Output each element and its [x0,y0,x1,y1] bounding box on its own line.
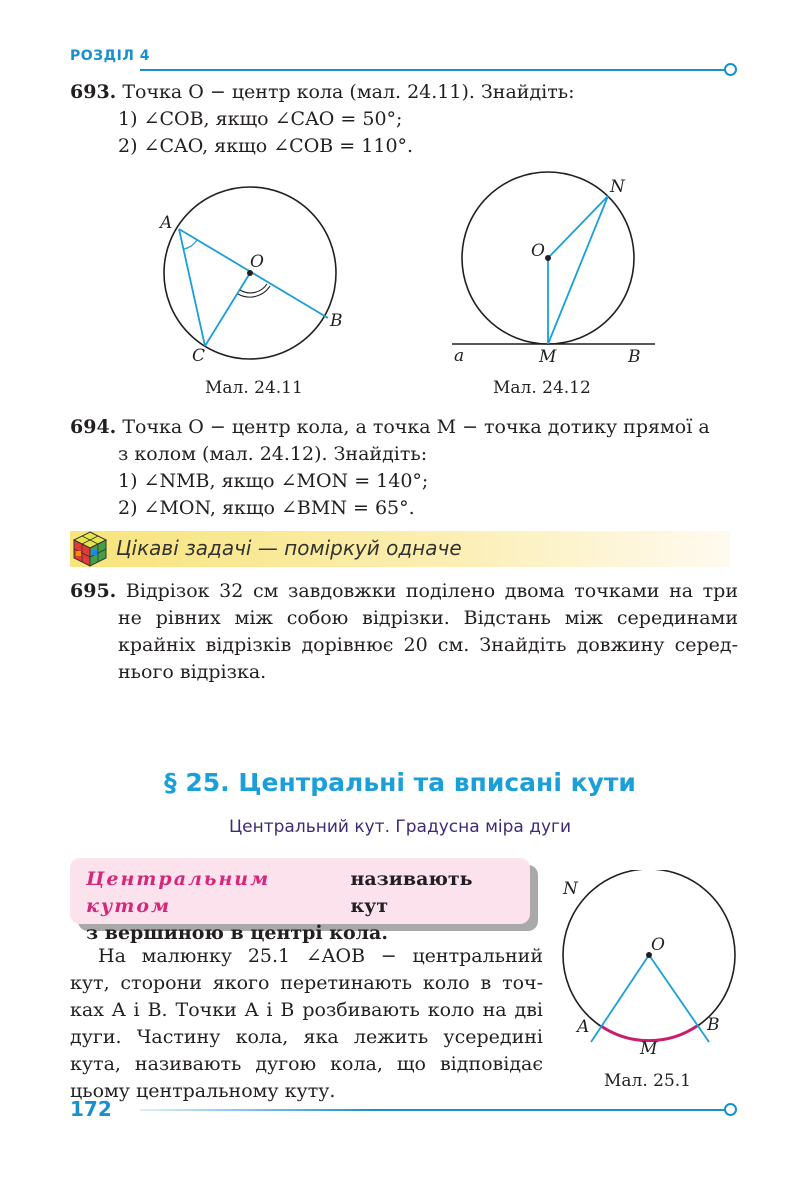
label-n: N [563,879,578,899]
problem-694 [70,414,740,441]
label-a: A [577,1017,590,1037]
definition-text [86,866,524,947]
problem-number: 693. [70,81,117,103]
caption-24-12: Мал. 24.12 [493,378,591,398]
figure-24-11 [150,180,350,370]
label-b: B [707,1015,720,1035]
figure-24-12 [440,168,680,373]
section-label: РОЗДІЛ 4 [70,48,151,64]
center-point [545,255,551,261]
figure-25-1 [555,870,745,1070]
label-n: N [610,177,625,197]
header-rule [140,69,726,71]
problem-695-line-4: нього відрізка. [118,661,267,683]
page-number: 172 [70,1097,112,1121]
definition-term: Центральним кутом [86,868,271,917]
label-a: A [160,213,173,233]
label-b: B [628,347,641,367]
section-title: § 25. Центральні та вписані кути [164,768,636,797]
problem-695-line-1 [70,578,738,605]
problem-line-1: Точка O − центр кола, а точка M − точка дотику прямої a [122,416,710,438]
label-m: M [539,347,557,367]
ray-oa [591,955,649,1042]
problem-694-item-1: 1) ∠NMB, якщо ∠MON = 140°; [118,470,429,492]
header-rule-dot [724,63,737,76]
label-o: O [250,252,264,272]
caption-24-11: Мал. 24.11 [205,378,303,398]
paragraph-line-5: кута, називають дугою кола, що відповідає [70,1053,543,1075]
segment-ab [179,229,328,318]
paragraph-line-3: ках A і B. Точки A і B розбивають коло на дві [70,999,543,1021]
label-a-line: a [454,346,465,366]
paragraph-line-6: цьому центральному куту. [70,1080,336,1102]
subsection-title: Центральний кут. Градусна міра дуги [228,817,572,837]
problem-695-line-2: не рівних між собою відрізки. Відстань між серединами [118,607,738,629]
problem-number: 694. [70,416,117,438]
problem-695-line-3: крайніх відрізків дорівнює 20 см. Знайдіть довжину серед- [118,634,738,656]
label-m: M [640,1039,658,1059]
paragraph-line-1: На малюнку 25.1 ∠AOB − центральний [98,945,543,967]
problem-693 [70,79,740,106]
problem-693-item-1: 1) ∠COB, якщо ∠CAO = 50°; [118,108,403,130]
caption-25-1: Мал. 25.1 [604,1071,692,1091]
problem-text: Відрізок 32 см завдовжки поділено двома точками на три [125,580,739,602]
definition-rest-2: з вершиною в центрі кола. [86,922,388,944]
rubik-cube-icon [70,529,110,569]
angle-mark-a [184,240,197,249]
segment-mn [548,196,608,344]
problem-number: 695. [70,580,117,602]
label-c: C [192,346,206,366]
problem-693-item-2: 2) ∠CAO, якщо ∠COB = 110°. [118,135,414,157]
angle-mark-o-1 [240,284,267,293]
paragraph-line-2: кут, сторони якого перетинають коло в точ- [70,972,543,994]
segment-oc [205,273,250,346]
ray-ob [649,955,709,1042]
label-o: O [531,241,545,261]
footer-rule [140,1109,726,1111]
problem-694-item-2: 2) ∠MON, якщо ∠BMN = 65°. [118,497,415,519]
label-o: O [651,935,665,955]
definition-rest-1: називають кут [350,868,473,917]
segment-ac [179,229,205,346]
segment-on [548,196,608,258]
problem-statement: Точка O − центр кола (мал. 24.11). Знайдіть: [122,81,575,103]
paragraph-line-4: дуги. Частину кола, яка лежить усередині [70,1026,543,1048]
problem-694-line-2: з колом (мал. 24.12). Знайдіть: [118,443,428,465]
label-b: B [330,311,343,331]
banner-text: Цікаві задачі — поміркуй одначе [116,536,462,560]
footer-rule-dot [724,1103,737,1116]
